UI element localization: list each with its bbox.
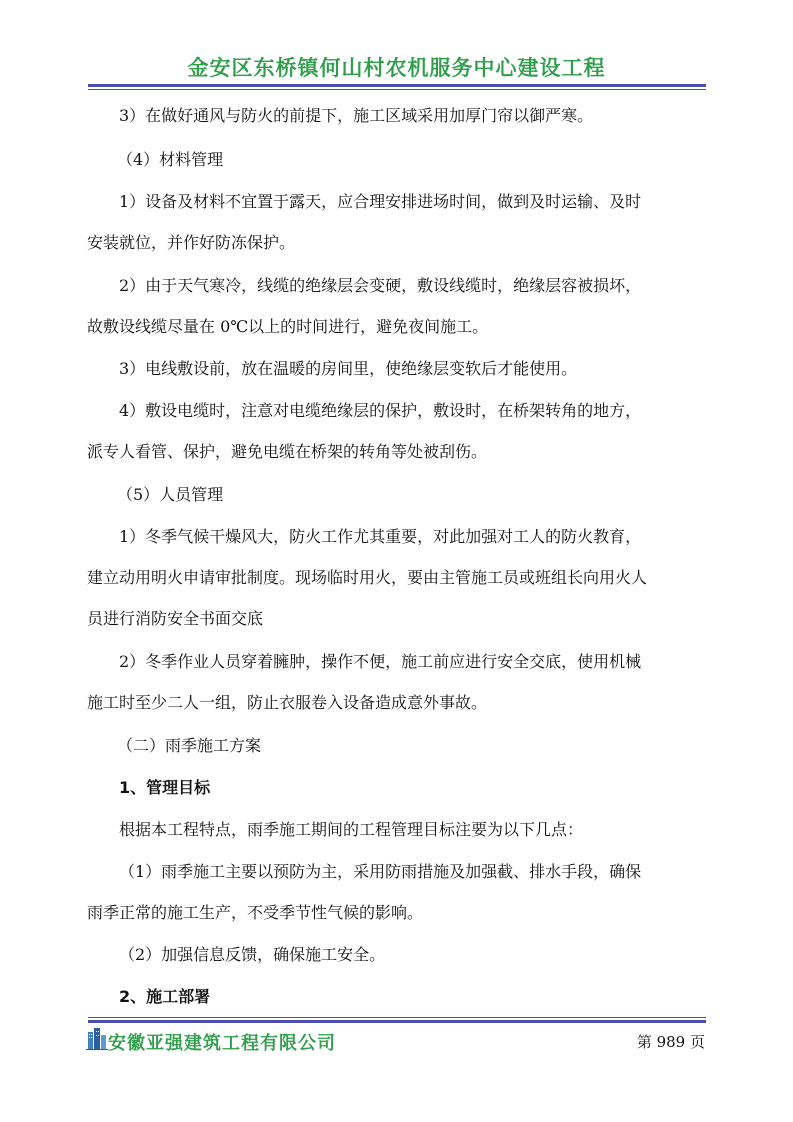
footer-rule-thick	[88, 1020, 706, 1023]
paragraph-line: 2）由于天气寒冷，线缆的绝缘层会变硬，敷设线缆时，绝缘层容被损坏，	[119, 276, 642, 295]
section-heading: （5）人员管理	[117, 485, 224, 504]
paragraph-line: 员进行消防安全书面交底	[87, 609, 264, 628]
paragraph-line: 施工时至少二人一组，防止衣服卷入设备造成意外事故。	[87, 693, 488, 712]
document-header-title: 金安区东桥镇何山村农机服务中心建设工程	[187, 55, 606, 80]
section-heading: （4）材料管理	[117, 150, 224, 169]
bold-heading: 1、管理目标	[119, 778, 211, 797]
section-heading: （二）雨季施工方案	[117, 736, 262, 755]
paragraph-line: 3）电线敷设前，放在温暖的房间里，使绝缘层变软后才能使用。	[119, 359, 578, 378]
paragraph-line: （1）雨季施工主要以预防为主，采用防雨措施及加强截、排水手段，确保	[119, 862, 642, 881]
paragraph-line: 3）在做好通风与防火的前提下，施工区域采用加厚门帘以御严寒。	[119, 106, 594, 125]
footer-rule-thin	[88, 1017, 706, 1018]
paragraph-line: 安装就位，并作好防冻保护。	[87, 233, 296, 252]
paragraph-line: 故敷设线缆尽量在 0℃以上的时间进行，避免夜间施工。	[87, 317, 489, 336]
paragraph-line: 派专人看管、保护，避免电缆在桥架的转角等处被刮伤。	[87, 442, 488, 461]
header-rule-thick	[88, 84, 706, 87]
paragraph-line: 1）设备及材料不宜置于露天，应合理安排进场时间，做到及时运输、及时	[119, 192, 642, 211]
header-rule-thin	[88, 89, 706, 90]
paragraph-line: 1）冬季气候干燥风大，防火工作尤其重要，对此加强对工人的防火教育，	[119, 527, 642, 546]
building-logo-icon	[86, 1026, 108, 1050]
paragraph-line: 雨季正常的施工生产，不受季节性气候的影响。	[87, 903, 424, 922]
paragraph-line: 2）冬季作业人员穿着臃肿，操作不便，施工前应进行安全交底，使用机械	[119, 652, 642, 671]
paragraph-line: 4）敷设电缆时，注意对电缆绝缘层的保护，敷设时，在桥架转角的地方，	[119, 401, 642, 420]
page-number: 第 989 页	[636, 1033, 705, 1051]
paragraph-line: （2）加强信息反馈，确保施工安全。	[119, 945, 386, 964]
paragraph-line: 建立动用明火申请审批制度。现场临时用火，要由主管施工员或班组长向用火人	[87, 568, 648, 587]
paragraph-line: 根据本工程特点，雨季施工期间的工程管理目标注要为以下几点：	[119, 820, 584, 839]
bold-heading: 2、施工部署	[119, 987, 211, 1006]
footer-company-name: 安徽亚强建筑工程有限公司	[108, 1033, 336, 1054]
